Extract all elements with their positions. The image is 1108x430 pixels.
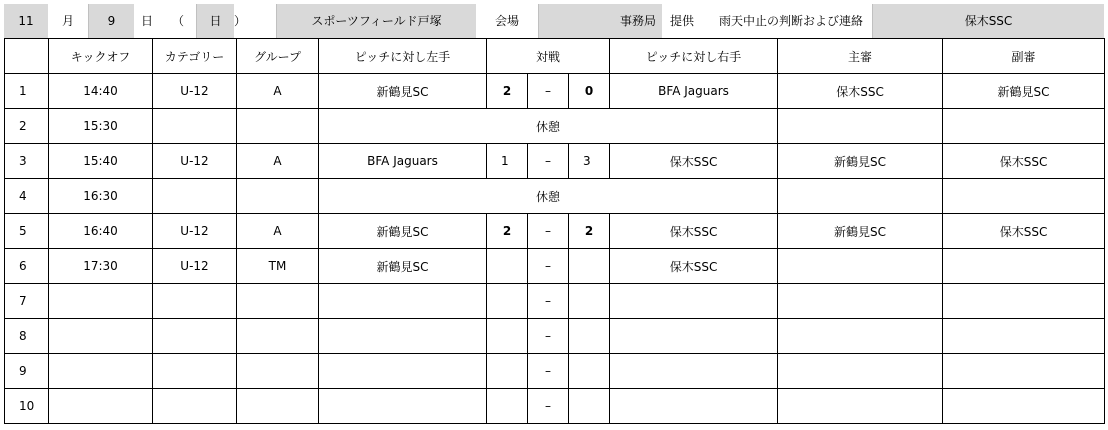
table-row [5,389,1105,424]
score-right-cell [569,319,610,354]
group-cell [237,179,319,214]
paren-open: （ [160,4,196,38]
header-no [5,39,49,74]
assistant-cell: 保木SSC [943,214,1105,249]
month-unit: 月 [48,4,88,38]
dash-cell: – [528,319,569,354]
row-number: 3 [5,144,49,179]
category-cell: U-12 [153,249,237,284]
row-number: 6 [5,249,49,284]
score-left-cell [487,249,528,284]
dash-cell: – [528,214,569,249]
month-value: 11 [4,4,48,38]
assistant-cell [943,284,1105,319]
score-left-cell [487,389,528,424]
group-cell [237,319,319,354]
rain-contact-label: 雨天中止の判断および連絡 [710,4,872,38]
assistant-cell [943,249,1105,284]
venue-name: スポーツフィールド戸塚 [276,4,476,38]
provide-label: 提供 [662,4,710,38]
row-number: 8 [5,319,49,354]
kickoff-cell: 17:30 [49,249,153,284]
kickoff-cell [49,319,153,354]
group-cell [237,109,319,144]
header-assistant: 副審 [943,39,1105,74]
assistant-cell [943,319,1105,354]
group-cell: A [237,74,319,109]
right-team-cell: BFA Jaguars [610,74,778,109]
assistant-cell: 新鶴見SC [943,74,1105,109]
header-referee: 主審 [778,39,943,74]
kickoff-cell: 15:30 [49,109,153,144]
category-cell [153,284,237,319]
header-group: グループ [237,39,319,74]
row-number: 2 [5,109,49,144]
header-category: カテゴリー [153,39,237,74]
left-team-cell [319,284,487,319]
score-right-cell [569,284,610,319]
category-cell [153,109,237,144]
right-team-cell [610,354,778,389]
dash-cell: – [528,354,569,389]
kickoff-cell: 16:40 [49,214,153,249]
score-left-cell: 2 [487,214,528,249]
break-cell: 休憩 [319,179,778,214]
table-row [5,249,1105,284]
header-left-team: ピッチに対し左手 [319,39,487,74]
rain-contact-team: 保木SSC [872,4,1104,38]
left-team-cell: BFA Jaguars [319,144,487,179]
day-value: 9 [88,4,134,38]
referee-cell [778,354,943,389]
table-row [5,109,1105,144]
group-cell: TM [237,249,319,284]
kickoff-cell [49,389,153,424]
score-left-cell [487,284,528,319]
dash-cell: – [528,389,569,424]
category-cell: U-12 [153,144,237,179]
score-left-cell: 2 [487,74,528,109]
score-right-cell: 3 [569,144,610,179]
assistant-cell: 保木SSC [943,144,1105,179]
table-row [5,319,1105,354]
break-cell: 休憩 [319,109,778,144]
group-cell [237,284,319,319]
left-team-cell [319,389,487,424]
row-number: 9 [5,354,49,389]
office-label: 事務局 [538,4,662,38]
kickoff-cell [49,354,153,389]
right-team-cell: 保木SSC [610,249,778,284]
score-right-cell [569,354,610,389]
weekday-value: 日 [196,4,234,38]
row-number: 1 [5,74,49,109]
table-row [5,284,1105,319]
header-bar [4,4,1104,38]
score-left-cell [487,354,528,389]
category-cell [153,179,237,214]
referee-cell: 新鶴見SC [778,144,943,179]
row-number: 7 [5,284,49,319]
category-cell: U-12 [153,214,237,249]
left-team-cell [319,319,487,354]
category-cell [153,319,237,354]
referee-cell [778,109,943,144]
header-match: 対戦 [487,39,610,74]
group-cell: A [237,214,319,249]
right-team-cell: 保木SSC [610,214,778,249]
right-team-cell: 保木SSC [610,144,778,179]
paren-close: ） [234,4,276,38]
right-team-cell [610,319,778,354]
referee-cell: 保木SSC [778,74,943,109]
left-team-cell: 新鶴見SC [319,214,487,249]
referee-cell [778,284,943,319]
referee-cell: 新鶴見SC [778,214,943,249]
score-right-cell [569,389,610,424]
group-cell: A [237,144,319,179]
venue-label: 会場 [476,4,538,38]
kickoff-cell: 14:40 [49,74,153,109]
right-team-cell [610,389,778,424]
day-unit: 日 [134,4,160,38]
schedule-table [4,38,1105,424]
score-left-cell [487,319,528,354]
category-cell [153,354,237,389]
left-team-cell: 新鶴見SC [319,74,487,109]
header-kickoff: キックオフ [49,39,153,74]
table-row [5,354,1105,389]
score-right-cell: 2 [569,214,610,249]
referee-cell [778,389,943,424]
table-row [5,214,1105,249]
referee-cell [778,179,943,214]
header-right-team: ピッチに対し右手 [610,39,778,74]
left-team-cell [319,354,487,389]
referee-cell [778,249,943,284]
assistant-cell [943,179,1105,214]
referee-cell [778,319,943,354]
category-cell: U-12 [153,74,237,109]
dash-cell: – [528,74,569,109]
score-right-cell: 0 [569,74,610,109]
header-row [5,39,1105,74]
score-right-cell [569,249,610,284]
row-number: 4 [5,179,49,214]
score-left-cell: 1 [487,144,528,179]
kickoff-cell: 16:30 [49,179,153,214]
left-team-cell: 新鶴見SC [319,249,487,284]
dash-cell: – [528,144,569,179]
dash-cell: – [528,284,569,319]
kickoff-cell [49,284,153,319]
category-cell [153,389,237,424]
assistant-cell [943,389,1105,424]
group-cell [237,354,319,389]
row-number: 5 [5,214,49,249]
table-row [5,144,1105,179]
row-number: 10 [5,389,49,424]
kickoff-cell: 15:40 [49,144,153,179]
assistant-cell [943,354,1105,389]
dash-cell: – [528,249,569,284]
right-team-cell [610,284,778,319]
table-row [5,179,1105,214]
group-cell [237,389,319,424]
assistant-cell [943,109,1105,144]
table-row [5,74,1105,109]
